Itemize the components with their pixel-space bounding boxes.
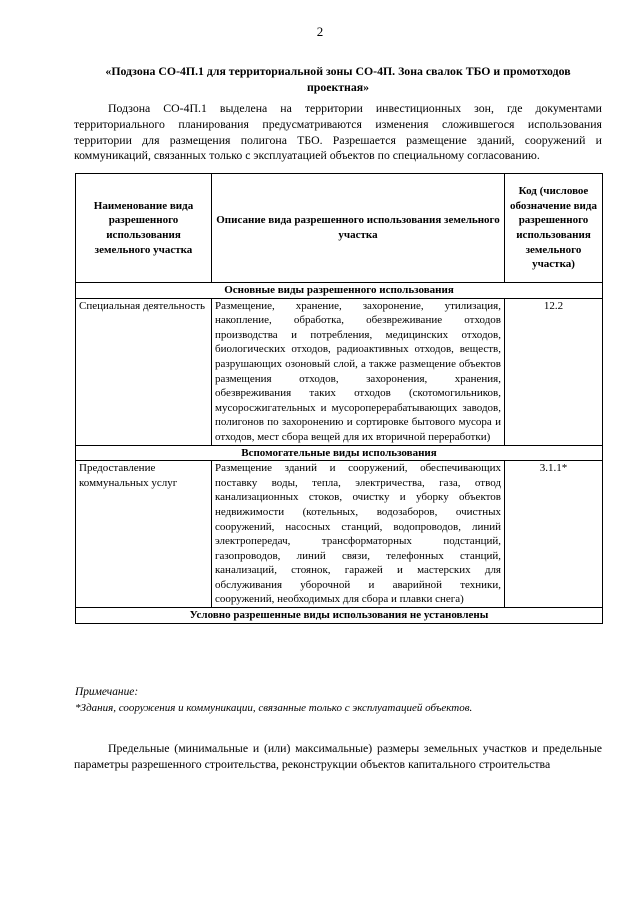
section-row-auxiliary (76, 445, 603, 461)
page-number: 2 (316, 24, 324, 39)
section-row-conditional (76, 608, 603, 624)
permitted-use-table (75, 173, 603, 624)
row-code: 3.1.1* (505, 461, 603, 608)
note-text: *Здания, сооружения и коммуникации, связанные только с эксплуатацией объектов. (75, 702, 473, 714)
header-description: Описание вида разрешенного использования земельного участка (212, 174, 505, 283)
intro-paragraph: Подзона СО-4П.1 выделена на территории инвестиционных зон, где документами территориального планирования предусматриваются изменения сложившегося использования территории для размещения полигона ТБО. Разрешается размещение зданий, сооружений и коммуникаций, связанных только с эксплуатацией объектов по специальному согласованию. (74, 101, 602, 163)
table-row (76, 461, 603, 608)
section-row-main (76, 283, 603, 299)
closing-paragraph: Предельные (минимальные и (или) максимальные) размеры земельных участков и предельные параметры разрешенного строительства, реконструкции объектов капитального строительства (74, 741, 602, 771)
table-row (76, 298, 603, 445)
document-title: «Подзона СО-4П.1 для территориальной зоны СО-4П. Зона свалок ТБО и промотходов проектная» (105, 64, 571, 94)
row-description: Размещение, хранение, захоронение, утилизация, накопление, обработка, обезвреживание отходов производства и потребления, медицинских отходов, биологических отходов, радиоактивных отходов, веществ, разрушающих озоновый слой, а также размещение объектов размещения отходов, захоронения, хранения, обезвреживания таких отходов (скотомогильников, мусоросжигательных и мусороперерабатывающих заводов, полигонов по захоронению и сортировке бытового мусора и отходов, мест сбора вещей для их вторичной переработки) (212, 298, 505, 445)
row-name: Специальная деятельность (76, 298, 212, 445)
section-conditional-label: Условно разрешенные виды использования не установлены (76, 608, 603, 624)
row-description: Размещение зданий и сооружений, обеспечивающих поставку воды, тепла, электричества, газа, отвод канализационных стоков, очистку и уборку объектов недвижимости (котельных, водозаборов, очистных сооружений, насосных станций, водопроводов, линий электропередач, трансформаторных подстанций, газопроводов, линий связи, телефонных станций, канализаций, стоянок, гаражей и мастерских для обслуживания уборочной и аварийной техники, сооружений, необходимых для сбора и плавки снега) (212, 461, 505, 608)
header-name: Наименование вида разрешенного использования земельного участка (76, 174, 212, 283)
header-code: Код (числовое обозначение вида разрешенного использования земельного участка) (505, 174, 603, 283)
table-header-row (76, 174, 603, 283)
section-main-label: Основные виды разрешенного использования (76, 283, 603, 299)
row-name: Предоставление коммунальных услуг (76, 461, 212, 608)
note-label: Примечание: (75, 686, 139, 698)
row-code: 12.2 (505, 298, 603, 445)
section-auxiliary-label: Вспомогательные виды использования (76, 445, 603, 461)
